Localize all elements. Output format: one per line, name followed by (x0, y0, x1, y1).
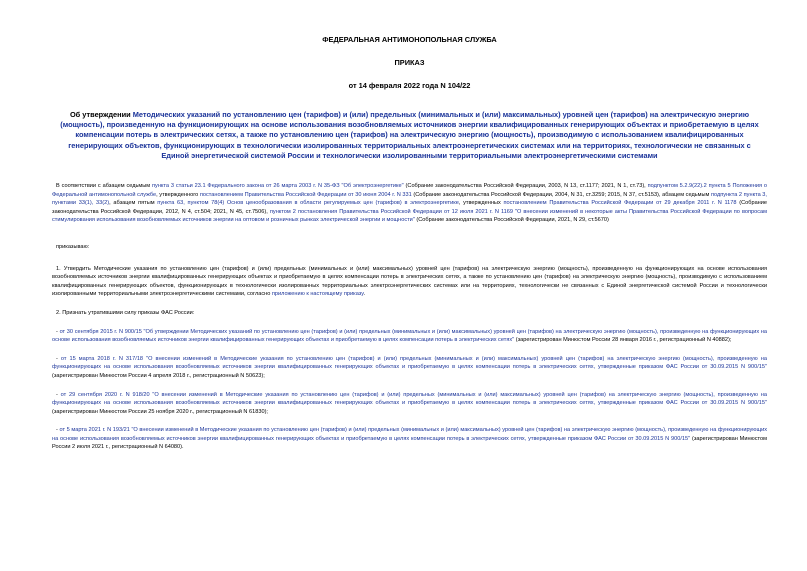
link-repealed-order[interactable]: от 5 марта 2021 г. N 193/21 "О внесении изменений в Методические указания по установлению цен (тарифов) и (или) предельных (минимальных и (или) максимальных) уровней цен (тарифов) на электрическую энергию (мощность), произведенную на функционирующих на основе использования возобновляемых источников энергии квалифицированных генерирующих объектах и приобретаемую в целях компенсации потерь в электрических сетях, утвержденные приказом ФАС России от 30.09.2015 N 900/15" (52, 427, 768, 442)
intro-text-4: (Собрание законодательства Российской Федерации, 2004, N 31, ст.3259; 2015, N 37, ст.5153), абзацем седьмым (411, 191, 711, 198)
list-bullet: - (56, 355, 61, 362)
intro-text-6: , утвержденных (458, 200, 504, 207)
intro-text-3: , утвержденного (156, 191, 200, 198)
link-pricing-basics[interactable]: пункта 63, пунктом 78(4) Основ ценообразования в области регулируемых цен (тарифов) в электроэнергетике (157, 200, 459, 207)
registration-note: (зарегистрирован Минюстом России 25 ноября 2020 г., регистрационный N 61830); (52, 408, 268, 415)
agency-name: ФЕДЕРАЛЬНАЯ АНТИМОНОПОЛЬНАЯ СЛУЖБА (322, 35, 497, 44)
repealed-order-item (52, 328, 767, 345)
item-2-paragraph: 2. Признать утратившими силу приказы ФАС России: (56, 309, 195, 316)
link-appendix[interactable]: приложению к настоящему приказу (271, 291, 364, 298)
repealed-order-item (52, 391, 767, 417)
title-prefix: Об утверждении (69, 110, 133, 119)
document-date-number: от 14 февраля 2022 года N 104/22 (348, 81, 471, 90)
intro-text-8: (Собрание законодательства Российской Федерации, 2021, N 29, ст.5670) (414, 217, 609, 224)
intro-text-1: В соответствии с абзацем седьмым (56, 183, 152, 190)
item-1-text: 1. Утвердить Методические указания по установлению цен (тарифов) и (или) предельных (минимальных и (или) максимальных) уровней цен (тарифов) на электрическую энергию (мощность), произведенную на функционирующих на основе использования возобновляемых источников энергии квалифицированных генерирующих объектах и приобретаемую в целях компенсации потерь в электрических сетях, а также по установлению цен (тарифов) на электрическую энергию (мощность), производимую с использованием квалифицированных генерирующих объектов, функционирующих в технологически изолированных территориальных электроэнергетических системах или на территориях, технологически не связанных с Единой энергетической системой России и технологически изолированными территориальными электроэнергетическими системами, согласно (52, 265, 767, 298)
link-law-35fz[interactable]: пункта 3 статьи 23.1 Федерального закона от 26 марта 2003 г. N 35-ФЗ "Об электроэнергетике" (152, 183, 404, 190)
list-bullet: - (56, 328, 60, 335)
link-repealed-order[interactable]: от 30 сентября 2015 г. N 900/15 "Об утверждении Методических указаний по установлению цен (тарифов) и (или) предельных (минимальных и (или) максимальных) уровней цен (тарифов) на электрическую энергию (мощность), произведенную на функционирующих на основе использования возобновляемых источников энергии квалифицированных генерирующих объектах и приобретаемую в целях компенсации потерь в электрических сетях" (52, 328, 768, 344)
link-fas-regulation[interactable]: подпунктом 5.2.9(22).2 пункта 5 Положения о Федеральной антимонопольной службе (52, 183, 767, 198)
intro-text-2: (Собрание законодательства Российской Федерации, 2003, N 13, ст.1177; 2021, N 1, ст.73), (403, 183, 648, 190)
link-decree-1169[interactable]: пунктом 2 постановления Правительства Российской Федерации от 12 июля 2021 г. N 1169 "О внесении изменений в некоторые акты Правительства Российской Федерации по вопросам стимулирования использования возобновляемых источников энергии на оптовом и розничных рынках электрической энергии и мощности" (52, 208, 767, 224)
intro-paragraph (52, 182, 767, 225)
registration-note: (зарегистрирован Минюстом России 2 июля 2021 г., регистрационный N 64080). (52, 435, 767, 451)
repealed-order-item (52, 355, 767, 381)
document-title (52, 110, 767, 161)
link-subparagraph-2[interactable]: подпункта 2 пункта 3, пунктами 33(1), 33(2) (52, 191, 767, 207)
link-decree-1178[interactable]: постановлением Правительства Российской Федерации от 29 декабря 2011 г. N 1178 (503, 200, 737, 207)
registration-note: (зарегистрирован Минюстом России 28 января 2016 г., регистрационный N 40882); (514, 337, 732, 344)
link-repealed-order[interactable]: от 29 сентября 2020 г. N 918/20 "О внесении изменений в Методические указания по установлению цен (тарифов) и (или) предельных (минимальных и (или) максимальных) уровней цен (тарифов) на электрическую энергию (мощность), произведенную на функционирующих на основе использования возобновляемых источников энергии квалифицированных генерирующих объектах и приобретаемую в целях компенсации потерь в электрических сетях, утвержденные приказом ФАС России от 30.09.2015 N 900/15" (52, 391, 768, 407)
list-bullet: - (56, 391, 61, 398)
list-bullet: - (56, 427, 60, 434)
repealed-order-item (52, 426, 767, 452)
link-repealed-order[interactable]: от 15 марта 2018 г. N 317/18 "О внесении изменений в Методические указания по установлению цен (тарифов) и (или) предельных (минимальных и (или) максимальных) уровней цен (тарифов) на электрическую энергию (мощность), произведенную на функционирующих на основе использования возобновляемых источников энергии квалифицированных генерирующих объектах и приобретаемую в целях компенсации потерь в электрических сетях, утвержденные приказом ФАС России от 30.09.2015 N 900/15" (52, 355, 767, 371)
link-decree-331[interactable]: постановлением Правительства Российской Федерации от 30 июня 2004 г. N 331 (199, 191, 412, 198)
intro-text-5: , абзацем пятым (109, 200, 158, 207)
item-1-end: . (363, 291, 366, 298)
registration-note: (зарегистрирован Минюстом России 4 апреля 2018 г., регистрационный N 50623); (52, 372, 265, 379)
document-type: ПРИКАЗ (394, 58, 425, 67)
item-1-paragraph (52, 265, 767, 299)
intro-text-7: (Собрание законодательства Российской Федерации, 2012, N 4, ст.504; 2021, N 45, ст.7506), (52, 200, 767, 215)
title-link[interactable]: Методических указаний по установлению цен (тарифов) и (или) предельных (минимальных и (или) максимальных) уровней цен (тарифов) на электрическую энергию (мощность), произведенную на функционирующих на основе использования возобновляемых источников энергии квалифицированных генерирующих объектах и приобретаемую в целях компенсации потерь в электрических сетях, а также по установлению цен (тарифов) на электрическую энергию (мощность), производимую с использованием квалифицированных генерирующих объектов, функционирующих в технологически изолированных территориальных электроэнергетических системах или на территориях, технологически не связанных с Единой энергетической системой России и технологически изолированными территориальными электроэнергетическими системами (60, 110, 759, 160)
ordered-paragraph: приказываю: (56, 243, 90, 250)
